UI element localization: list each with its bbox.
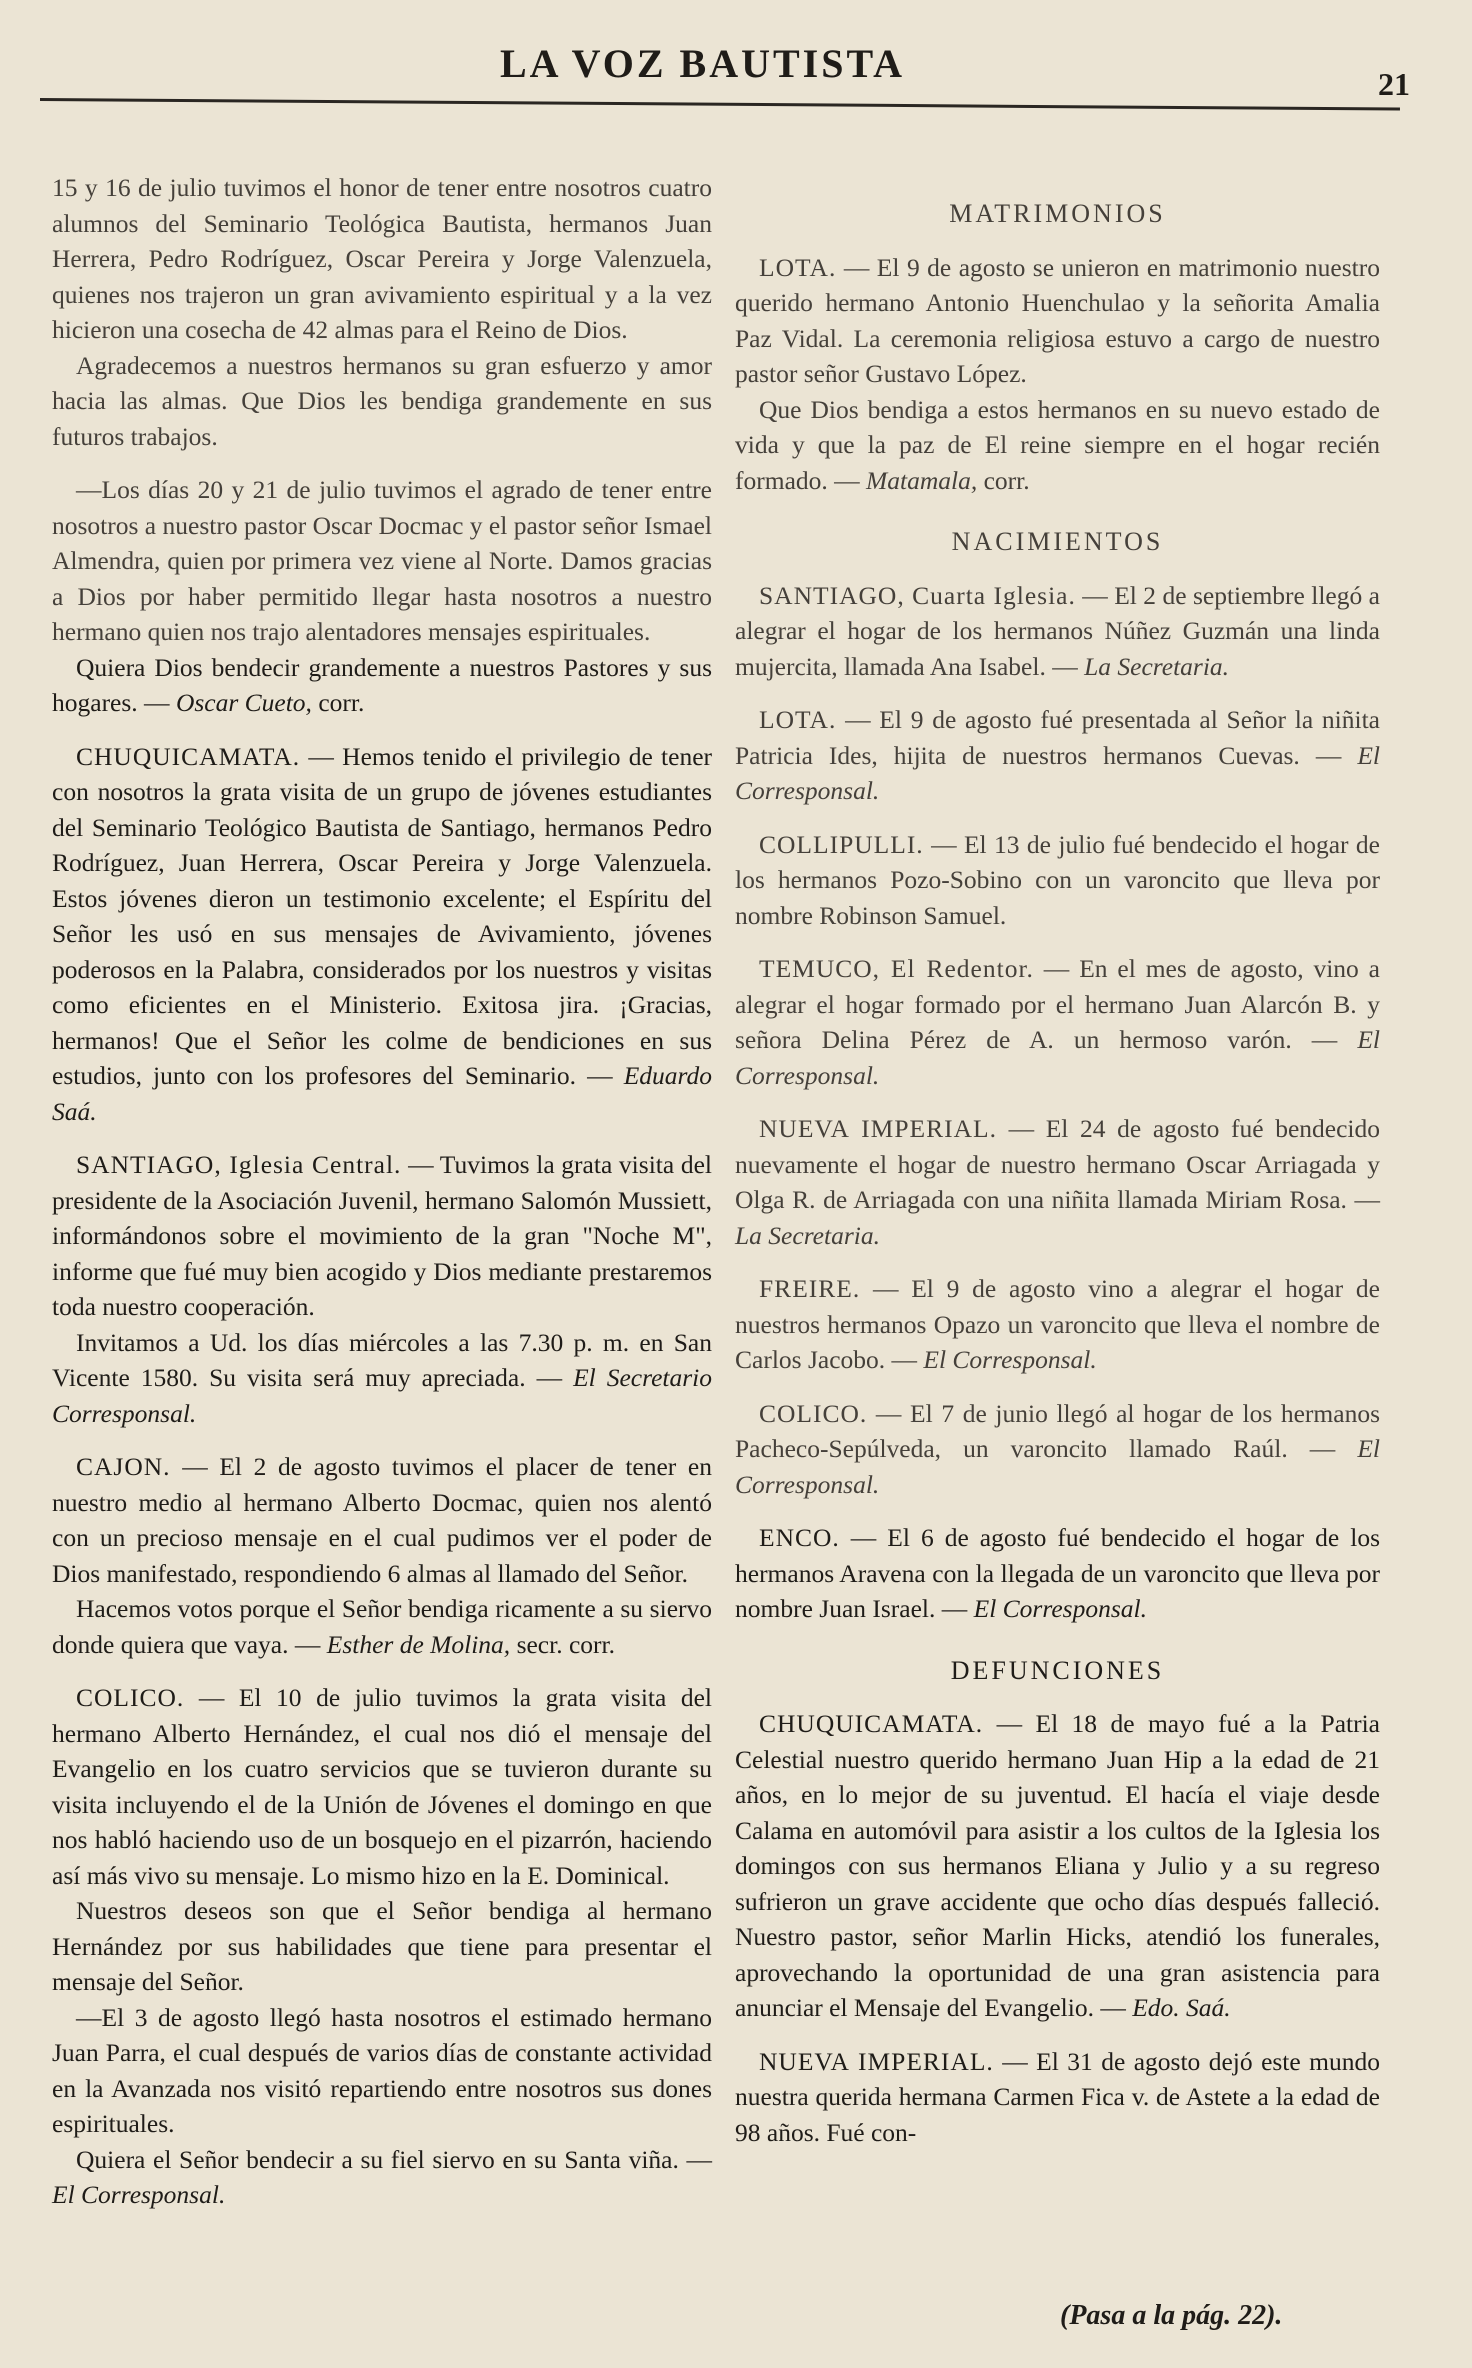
- place-name: LOTA.: [759, 252, 837, 282]
- signature: Matamala,: [866, 465, 978, 495]
- news-item-chuquicamata: CHUQUICAMATA. — Hemos tenido el privilegio de tener con nosotros la grata visita de un grupo de jóvenes estudiantes del Seminario Teológico Bautista de Santiago, hermanos Pedro Rodríguez, Juan Herrera, Oscar Pereira y Jorge Valenzuela. Estos jóvenes dieron un testimonio excelente; el Espíritu del Señor les usó en sus mensajes de Avivamiento, jóvenes poderosos en la Palabra, considerados por los nuestros y visitas como eficientes en el Ministerio. Exitosa jira. ¡Gracias, hermanos! Que el Señor les colme de bendiciones en sus estudios, junto con los profesores del Seminario. — Eduardo Saá.: [52, 741, 712, 1126]
- place-name: LOTA.: [759, 705, 837, 734]
- section-heading-matrimonios: MATRIMONIOS: [949, 199, 1166, 228]
- right-column: [735, 170, 1380, 2150]
- place-name: COLICO.: [759, 1398, 868, 1428]
- paragraph: —Los días 20 y 21 de julio tuvimos el agrado de tener entre nosotros a nuestro pastor Oscar Docmac y el pastor señor Ismael Almendra, quien por primera vez viene al Norte. Damos gracias a Dios por haber permitido llegar hasta nosotros a nuestro hermano quien nos trajo alentadores mensajes espirituales.: [52, 475, 712, 646]
- place-name: COLLIPULLI.: [759, 829, 924, 859]
- journal-title: LA VOZ BAUTISTA: [500, 41, 906, 86]
- continuation-note: (Pasa a la pág. 22).: [1060, 2300, 1283, 2331]
- place-name: SANTIAGO, Cuarta Iglesia.: [759, 580, 1076, 610]
- paragraph: Quiera el Señor bendecir a su fiel siervo en su Santa viña. — El Corresponsal.: [52, 2144, 712, 2209]
- news-item-enco: ENCO. — El 6 de agosto fué bendecido el hogar de los hermanos Aravena con la llegada de un varoncito que lleva por nombre Juan Israel. — El Corresponsal.: [735, 1523, 1380, 1623]
- page-number: 21: [1378, 66, 1410, 102]
- signature: Eduardo Saá.: [52, 1061, 712, 1126]
- place-name: FREIRE.: [759, 1274, 861, 1303]
- place-name: COLICO.: [76, 1683, 185, 1712]
- left-column: [52, 170, 712, 2213]
- paragraph: Nuestros deseos son que el Señor bendiga al hermano Hernández por sus habilidades que tiene para presentar el mensaje del Señor.: [52, 1896, 712, 1996]
- news-item-santiago-cuarta: SANTIAGO, Cuarta Iglesia. — El 2 de septiembre llegó a alegrar el hogar de los hermanos Núñez Guzmán una linda mujercita, llamada Ana Isabel. — La Secretaria.: [735, 580, 1380, 681]
- paragraph: Quiera Dios bendecir grandemente a nuestros Pastores y sus hogares. — Oscar Cueto, corr.: [52, 652, 712, 717]
- paragraph: —El 3 de agosto llegó hasta nosotros el estimado hermano Juan Parra, el cual después de varios días de constante actividad en la Avanzada nos visitó repartiendo entre nosotros sus dones espirituales.: [52, 2002, 712, 2138]
- news-item-nueva-imperial: NUEVA IMPERIAL. — El 24 de agosto fué bendecido nuevamente el hogar de nuestro hermano Oscar Arriagada y Olga R. de Arriagada con una niñita llamada Miriam Rosa. — La Secretaria.: [735, 1114, 1380, 1250]
- signature: El Corresponsal.: [735, 1025, 1381, 1090]
- place-name: TEMUCO, El Redentor.: [759, 954, 1034, 983]
- signature: Oscar Cueto,: [175, 688, 312, 717]
- place-name: CHUQUICAMATA.: [759, 1709, 984, 1738]
- signature: El Corresponsal.: [735, 740, 1381, 805]
- place-name: NUEVA IMPERIAL.: [759, 2046, 994, 2076]
- signature: El Secretario Corresponsal.: [52, 1363, 712, 1428]
- news-item-santiago: SANTIAGO, Iglesia Central. — Tuvimos la grata visita del presidente de la Asociación Juvenil, hermano Salomón Mussiett, informándonos sobre el movimiento de la gran "Noche M", informe que fué muy bien acogido y Dios mediante prestaremos toda nuestro cooperación.: [52, 1150, 712, 1321]
- signature: El Corresponsal.: [735, 1434, 1380, 1499]
- section-heading-defunciones: DEFUNCIONES: [950, 1655, 1165, 1685]
- paragraph: 15 y 16 de julio tuvimos el honor de tener entre nosotros cuatro alumnos del Seminario Teológica Bautista, hermanos Juan Herrera, Pedro Rodríguez, Oscar Pereira y Jorge Valenzuela, quienes nos trajeron un gran avivamiento espiritual y a la vez hicieron una cosecha de 42 almas para el Reino de Dios.: [52, 173, 712, 344]
- news-item-lota: LOTA. — El 9 de agosto se unieron en matrimonio nuestro querido hermano Antonio Huenchulao y la señorita Amalia Paz Vidal. La ceremonia religiosa estuvo a cargo de nuestro pastor señor Gustavo López.: [735, 252, 1380, 388]
- news-item-colico-2: COLICO. — El 7 de junio llegó al hogar de los hermanos Pacheco-Sepúlveda, un varoncito llamado Raúl. — El Corresponsal.: [735, 1398, 1380, 1499]
- section-heading-nacimientos: NACIMIENTOS: [951, 527, 1164, 556]
- news-item-cajon: CAJON. — El 2 de agosto tuvimos el placer de tener en nuestro medio al hermano Alberto Docmac, quien nos alentó con un precioso mensaje en el cual pudimos ver el poder de Dios manifestado, respondiendo 6 almas al llamado del Señor.: [52, 1452, 712, 1588]
- page-header: [40, 30, 1440, 120]
- place-name: NUEVA IMPERIAL.: [759, 1114, 997, 1143]
- signature: El Corresponsal.: [923, 1345, 1097, 1374]
- news-item-temuco: TEMUCO, El Redentor. — En el mes de agosto, vino a alegrar el hogar formado por el hermano Juan Alarcón B. y señora Delina Pérez de A. un hermoso varón. — El Corresponsal.: [735, 954, 1381, 1090]
- signature: La Secretaria.: [735, 1220, 880, 1250]
- signature: La Secretaria.: [1084, 651, 1230, 681]
- paragraph: Invitamos a Ud. los días miércoles a las 7.30 p. m. en San Vicente 1580. Su visita será muy apreciada. — El Secretario Corresponsal.: [52, 1327, 712, 1428]
- news-item-lota-2: LOTA. — El 9 de agosto fué presentada al Señor la niñita Patricia Ides, hijita de nuestros hermanos Cuevas. — El Corresponsal.: [735, 705, 1381, 805]
- place-name: CAJON.: [76, 1452, 171, 1481]
- place-name: SANTIAGO, Iglesia Central.: [76, 1150, 402, 1179]
- news-item-nueva-imperial-2: NUEVA IMPERIAL. — El 31 de agosto dejó este mundo nuestra querida hermana Carmen Fica v. de Astete a la edad de 98 años. Fué con-: [735, 2046, 1380, 2147]
- place-name: ENCO.: [759, 1523, 840, 1552]
- signature: El Corresponsal.: [973, 1594, 1147, 1623]
- news-item-collipulli: COLLIPULLI. — El 13 de julio fué bendecido el hogar de los hermanos Pozo-Sobino con un varoncito que lleva por nombre Robinson Samuel.: [735, 829, 1380, 930]
- signature: El Corresponsal.: [52, 2180, 226, 2209]
- news-item-colico: COLICO. — El 10 de julio tuvimos la grata visita del hermano Alberto Hernández, el cual nos dió el mensaje del Evangelio en los cuatro servicios que se tuvieron durante su visita incluyendo el de la Unión de Jóvenes el domingo en que nos habló haciendo uso de un bosquejo en el pizarrón, haciendo así más vivo su mensaje. Lo mismo hizo en la E. Dominical.: [52, 1683, 712, 1890]
- signature: Edo. Saá.: [1132, 1993, 1231, 2022]
- paragraph: Agradecemos a nuestros hermanos su gran esfuerzo y amor hacia las almas. Que Dios les bendiga grandemente en sus futuros trabajos.: [52, 350, 712, 451]
- place-name: CHUQUICAMATA.: [76, 741, 301, 771]
- signature: Esther de Molina,: [326, 1629, 511, 1659]
- news-item-freire: FREIRE. — El 9 de agosto vino a alegrar el hogar de nuestros hermanos Opazo un varoncito que lleva el nombre de Carlos Jacobo. — El Corresponsal.: [735, 1274, 1380, 1374]
- header-rule: [40, 98, 1400, 110]
- paragraph: Hacemos votos porque el Señor bendiga ricamente a su siervo donde quiera que vaya. — Esther de Molina, secr. corr.: [52, 1594, 712, 1659]
- news-item-chuquicamata-2: CHUQUICAMATA. — El 18 de mayo fué a la Patria Celestial nuestro querido hermano Juan Hip a la edad de 21 años, en lo mejor de su juventud. El hacía el viaje desde Calama en automóvil para asistir a los cultos de la Iglesia los domingos con sus hermanos Eliana y Julio y a su regreso sufrieron un grave accidente que ocho días después falleció. Nuestro pastor, señor Marlin Hicks, atendió los funerales, aprovechando la oportunidad de una gran asistencia para anunciar el Mensaje del Evangelio. — Edo. Saá.: [735, 1709, 1380, 2022]
- paragraph: Que Dios bendiga a estos hermanos en su nuevo estado de vida y que la paz de El reine siempre en el hogar recién formado. — Matamala, corr.: [735, 394, 1380, 495]
